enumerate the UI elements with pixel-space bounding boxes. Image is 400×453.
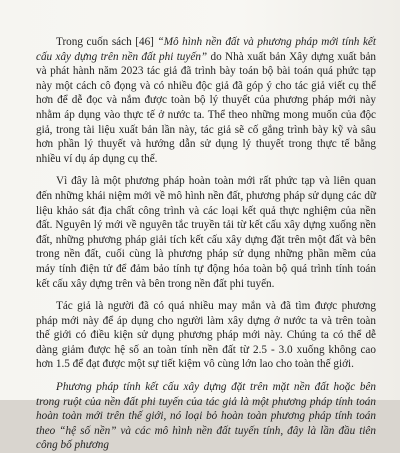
paragraph-3 bbox=[36, 299, 376, 372]
page-body-text bbox=[36, 35, 376, 453]
paragraph-3-body: Tác giả là người đã có quá nhiều may mắn và đã tìm được phương pháp mới này để áp dụng cho người làm xây dựng ở nước ta và trên toàn thế giới có điều kiện sử dụng phương pháp mới này. Chúng ta có thể dễ dàng giảm được hệ số an toàn tính nền đất từ 2.5 - 3.0 xuống không cao hơn 1.5 để đạt được một sự tiết kiệm vô cùng lớn lao cho toàn thế giới. bbox=[36, 300, 376, 371]
paragraph-4 bbox=[36, 380, 376, 453]
paragraph-4-body: Phương pháp tính kết cấu xây dựng đặt trên mặt nền đất hoặc bên trong ruột của nền đất phi tuyến của tác giả là một phương pháp tính toán hoàn toàn mới trên thế giới, nó loại bỏ hoàn toàn phương pháp tính toán theo “hệ số nền” và các mô hình nền đất tuyến tính, đây là lần đầu tiên công bố phương bbox=[36, 381, 376, 452]
paragraph-1 bbox=[36, 35, 376, 166]
paragraph-2-body: Vì đây là một phương pháp hoàn toàn mới rất phức tạp và liên quan đến những khái niệm mới về mô hình nền đất, phương pháp sử dụng các dữ liệu khảo sát địa chất công trình và các loại kết quả thực nghiệm của nền đất. Nguyên lý mới về nguyên tắc truyền tải từ kết cấu xây dựng xuống nền đất, những phương pháp giải tích kết cấu xây dựng đặt trên một đất và bên trong nền đất, cuối cùng là phương pháp sử dụng những phần mềm của máy tính điện tử để đảm bảo tính tự động hóa toàn bộ quá trình tính toán kết cấu xây dựng trên và bên trong nền đất phi tuyến. bbox=[36, 175, 376, 290]
paragraph-2 bbox=[36, 174, 376, 291]
book-title-quote: “Mô hình nền đất và phương pháp mới tính kết cấu xây dựng trên nền đất phi tuyến” bbox=[36, 36, 376, 63]
paragraph-1-intro: Trong cuốn sách [46] bbox=[56, 36, 158, 48]
paragraph-1-body: do Nhà xuất bản Xây dựng xuất bản và phát hành năm 2023 tác giả đã trình bày toán bộ bài toán quá phức tạp này một cách cô đọng và có nhiều độc giả đã góp ý cho tác giả viết cụ thể hơn để dễ đọc và nắm được toàn bộ lý thuyết của phương pháp mới này nhằm áp dụng vào thực tế ở nước ta. Thể theo những mong muốn của độc giả, trong tài liệu xuất bản lần này, tác giả sẽ cố gắng trình bày kỹ và sâu hơn phần lý thuyết và hướng dẫn sử dụng lý thuyết trong thực tế bằng nhiều ví dụ áp dụng cụ thể. bbox=[36, 50, 377, 165]
